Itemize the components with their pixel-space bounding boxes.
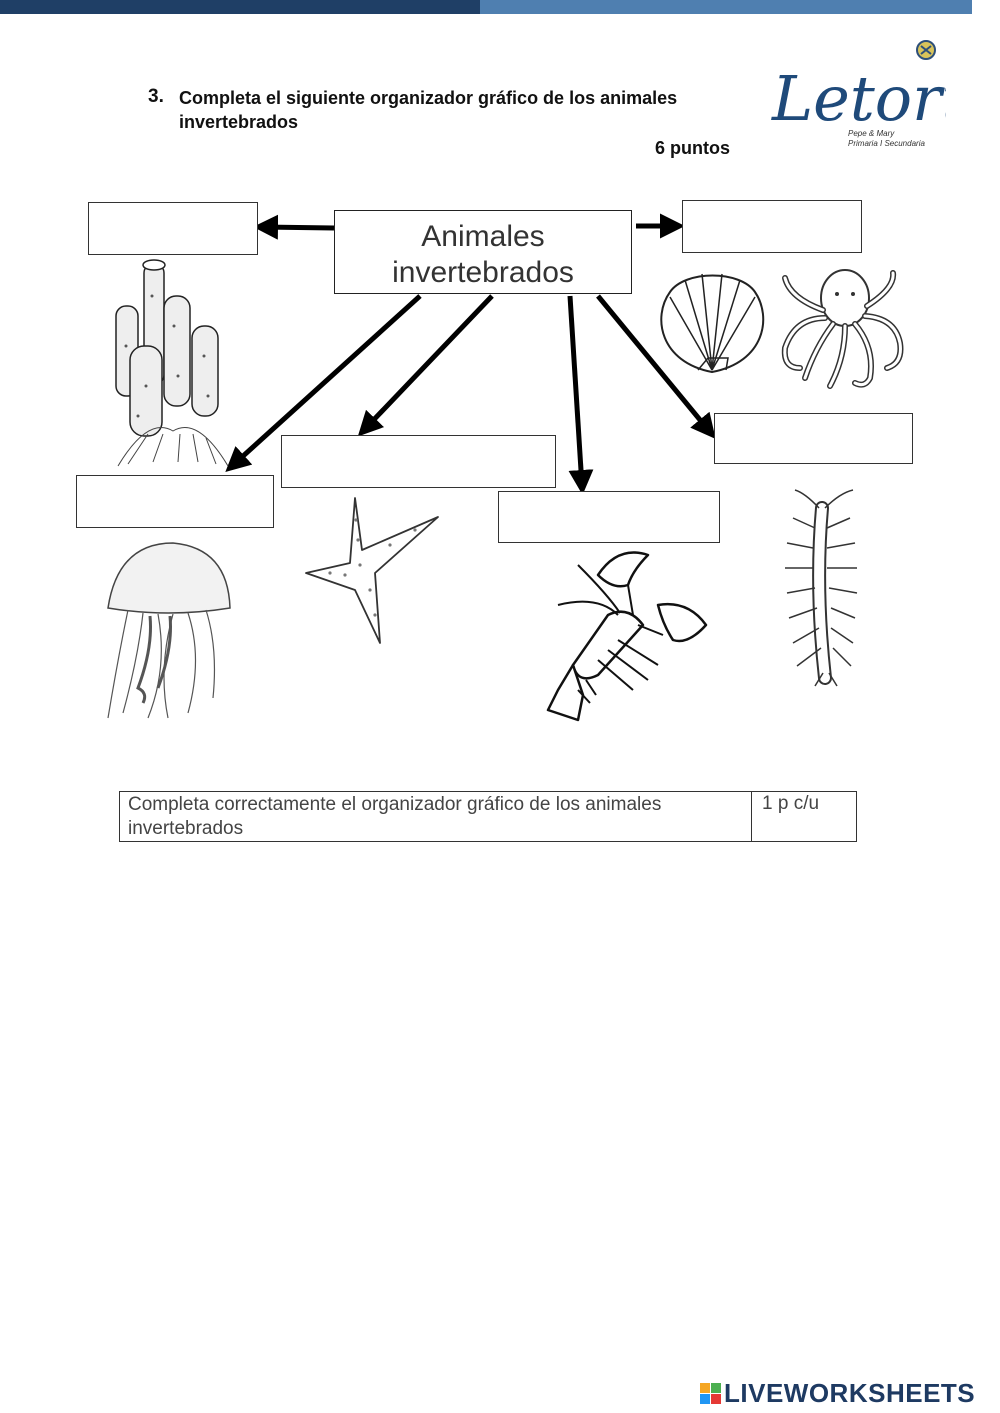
answer-box-4[interactable]	[281, 435, 556, 488]
lobster-illustration	[538, 545, 718, 725]
sponge-illustration	[108, 256, 238, 471]
center-node	[334, 210, 632, 294]
liveworksheets-logo-icon	[700, 1383, 721, 1404]
question-number: 3.	[148, 86, 164, 107]
jellyfish-illustration	[88, 538, 238, 723]
answer-box-5[interactable]	[498, 491, 720, 543]
center-node-line1: Animales	[421, 220, 545, 253]
liveworksheets-brand	[700, 1378, 975, 1408]
rubric-table	[119, 791, 857, 842]
starfish-illustration	[300, 495, 445, 650]
points-label: 6 puntos	[655, 138, 730, 158]
center-node-line2: invertebrados	[392, 256, 574, 289]
rubric-score: 1 p c/u	[762, 793, 820, 814]
answer-box-6[interactable]	[714, 413, 913, 464]
svg-text:Letort: Letor	[772, 62, 942, 135]
centipede-illustration	[775, 488, 870, 688]
answer-box-1[interactable]	[88, 202, 258, 255]
shell-illustration	[650, 262, 775, 377]
svg-text:Pepe & Mary: Pepe & Mary	[848, 129, 895, 138]
rubric-criterion: Completa correctamente el organizador gráfico de los animales invertebrados	[120, 792, 752, 841]
answer-box-2[interactable]	[682, 200, 862, 253]
svg-text:Primaria I Secundaria: Primaria I Secundaria	[848, 139, 925, 148]
answer-box-3[interactable]	[76, 475, 274, 528]
brand-text: LIVEWORKSHEETS	[724, 1377, 976, 1408]
octopus-illustration	[775, 258, 910, 393]
question-text: Completa el siguiente organizador gráfico de los animales invertebrados	[179, 88, 678, 132]
